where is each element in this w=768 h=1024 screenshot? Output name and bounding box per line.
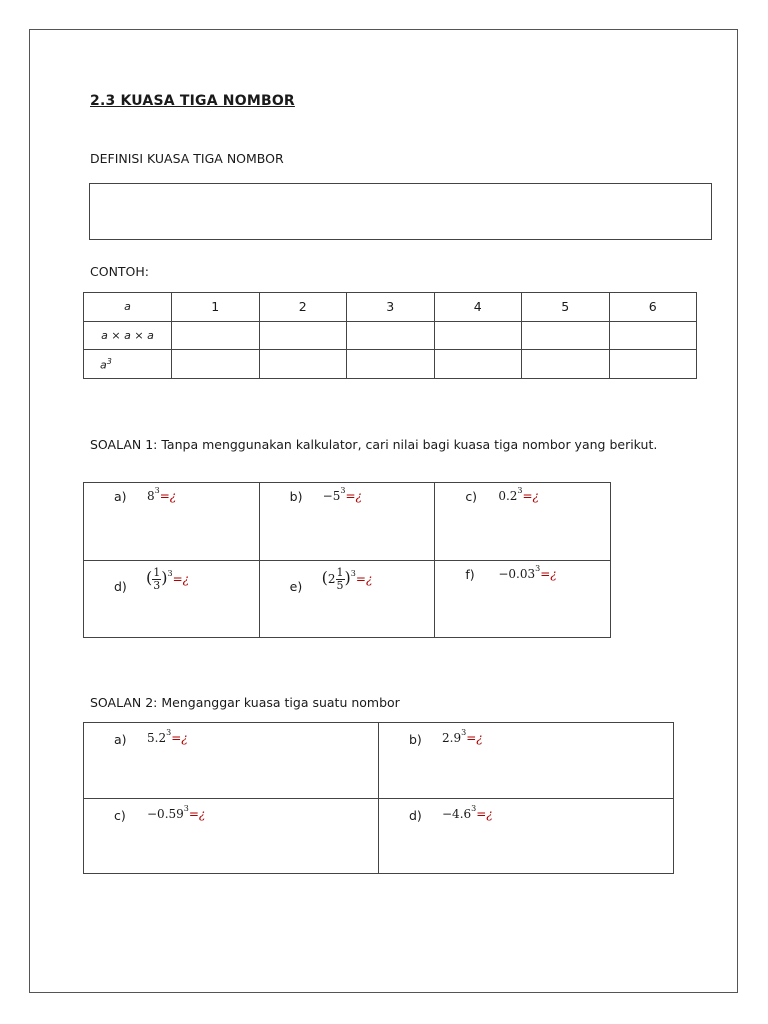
answer-cell[interactable]	[172, 321, 260, 350]
question-cell-b[interactable]	[259, 483, 435, 561]
table-row	[84, 560, 611, 638]
item-label: a)	[114, 489, 127, 504]
answer-cell[interactable]	[347, 350, 435, 379]
definition-label: DEFINISI KUASA TIGA NOMBOR	[90, 151, 284, 166]
question-cell-e[interactable]	[259, 560, 435, 638]
expression: $-0.03^3=¿$	[498, 563, 557, 581]
row-label-a-cubed: $a^3$	[84, 350, 172, 379]
expression: $-0.59^3=¿$	[147, 803, 206, 821]
definition-answer-box[interactable]	[89, 183, 712, 240]
example-table	[83, 292, 697, 379]
item-label: b)	[409, 732, 422, 747]
item-label: d)	[114, 578, 127, 594]
answer-cell[interactable]	[522, 350, 610, 379]
answer-cell[interactable]	[522, 321, 610, 350]
table-row	[84, 798, 674, 874]
page-title: 2.3 KUASA TIGA NOMBOR	[90, 93, 295, 109]
expression: $-4.6^3=¿$	[442, 803, 493, 821]
question1-table	[83, 482, 611, 638]
question1-text: SOALAN 1: Tanpa menggunakan kalkulator, cari nilai bagi kuasa tiga nombor yang berikut.	[90, 437, 658, 452]
answer-cell[interactable]	[434, 321, 522, 350]
question-cell-f[interactable]	[435, 560, 611, 638]
item-label: d)	[409, 807, 422, 823]
header-col: 4	[434, 293, 522, 322]
item-label: a)	[114, 732, 127, 747]
question2-text: SOALAN 2: Menganggar kuasa tiga suatu nombor	[90, 695, 400, 710]
item-label: f)	[465, 566, 475, 582]
item-label: b)	[289, 489, 303, 504]
answer-cell[interactable]	[172, 350, 260, 379]
answer-cell[interactable]	[609, 321, 697, 350]
question-cell-b[interactable]	[379, 723, 674, 799]
header-col: 3	[347, 293, 435, 322]
question-cell-a[interactable]	[84, 483, 260, 561]
expression: $2.9^3=¿$	[442, 728, 483, 745]
table-row	[84, 483, 611, 561]
table-row	[84, 723, 674, 799]
answer-cell[interactable]	[609, 350, 697, 379]
header-col: 1	[172, 293, 260, 322]
header-col: 2	[259, 293, 347, 322]
question2-table	[83, 722, 674, 874]
answer-cell[interactable]	[347, 321, 435, 350]
table-row	[84, 350, 697, 379]
expression: $-5^3=¿$	[322, 486, 362, 503]
expression: $5.2^3=¿$	[147, 728, 188, 745]
row-label-axaxa: a × a × a	[84, 321, 172, 350]
item-label: e)	[289, 578, 303, 594]
header-col: 5	[522, 293, 610, 322]
question-cell-c[interactable]	[435, 483, 611, 561]
expression: (2 $\frac{1}{5}$ )$^3$=¿	[321, 565, 373, 592]
expression: ( $\frac{1}{3}$ )$^3$=¿	[146, 565, 190, 592]
expression: $0.2^3=¿$	[498, 486, 539, 503]
question-cell-a[interactable]	[84, 723, 379, 799]
item-label: c)	[114, 807, 126, 823]
answer-cell[interactable]	[259, 350, 347, 379]
answer-cell[interactable]	[434, 350, 522, 379]
table-row	[84, 293, 697, 322]
table-row	[84, 321, 697, 350]
answer-cell[interactable]	[259, 321, 347, 350]
question-cell-d[interactable]	[379, 798, 674, 874]
item-label: c)	[465, 489, 478, 504]
header-a: a	[84, 293, 172, 322]
expression: $8^3=¿$	[147, 486, 177, 503]
question-cell-c[interactable]	[84, 798, 379, 874]
example-label: CONTOH:	[90, 264, 150, 279]
header-col: 6	[609, 293, 697, 322]
question-cell-d[interactable]	[84, 560, 260, 638]
